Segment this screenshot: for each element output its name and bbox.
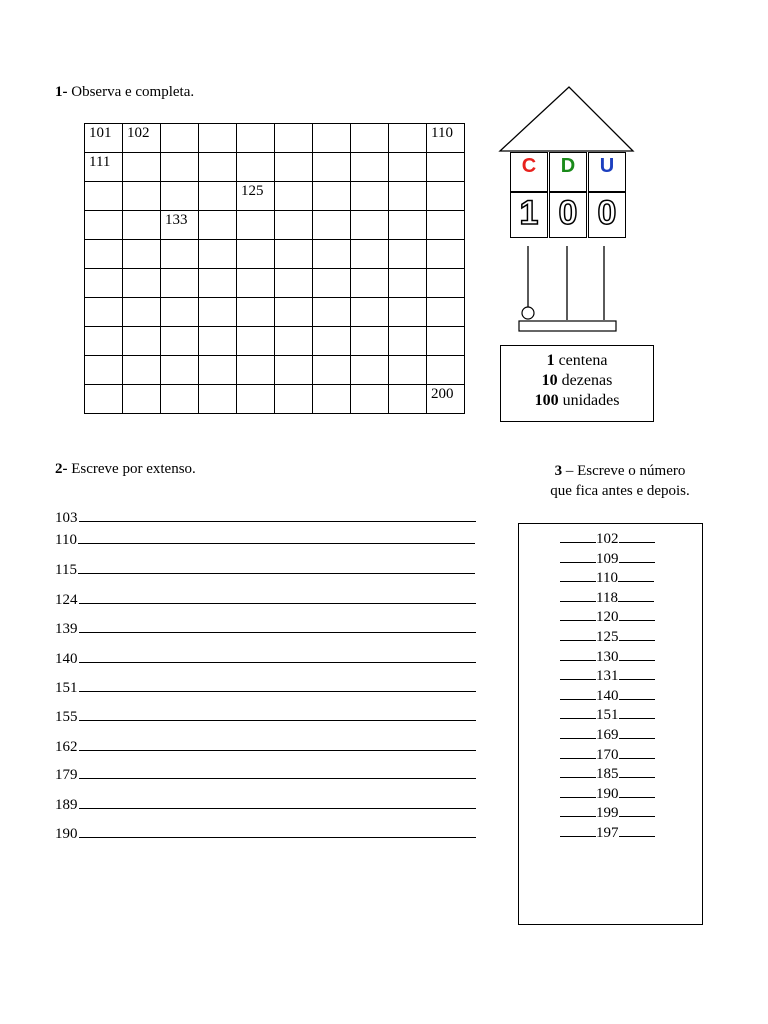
grid-cell[interactable]	[199, 240, 237, 269]
grid-cell[interactable]	[427, 211, 465, 240]
grid-cell[interactable]	[161, 385, 199, 414]
grid-cell[interactable]	[199, 385, 237, 414]
grid-cell[interactable]	[351, 298, 389, 327]
grid-cell[interactable]	[389, 124, 427, 153]
exercise-3-number: 3	[554, 463, 563, 479]
grid-cell[interactable]	[237, 153, 275, 182]
antes-depois-number: 102	[596, 531, 619, 547]
antes-depois-line	[560, 649, 655, 665]
grid-cell[interactable]	[123, 153, 161, 182]
grid-cell[interactable]	[123, 356, 161, 385]
grid-cell[interactable]	[199, 269, 237, 298]
grid-cell[interactable]: 111	[85, 153, 123, 182]
extenso-number: 140	[55, 651, 78, 667]
extenso-answer-line[interactable]	[78, 561, 475, 574]
grid-cell[interactable]	[389, 298, 427, 327]
grid-cell[interactable]	[351, 153, 389, 182]
grid-cell[interactable]	[199, 327, 237, 356]
extenso-line	[55, 766, 476, 784]
depois-blank[interactable]	[619, 531, 655, 543]
antes-depois-line	[560, 766, 655, 782]
extenso-line	[55, 738, 476, 756]
antes-depois-number: 199	[596, 805, 619, 822]
exercise-1-number: 1-	[55, 84, 68, 100]
grid-cell[interactable]	[275, 385, 313, 414]
grid-cell[interactable]	[161, 182, 199, 211]
grid-cell[interactable]	[237, 240, 275, 269]
antes-blank[interactable]	[560, 707, 596, 719]
depois-blank[interactable]	[619, 551, 655, 563]
grid-row	[85, 385, 465, 414]
extenso-number: 151	[55, 680, 78, 696]
grid-cell[interactable]	[389, 240, 427, 269]
grid-cell[interactable]	[275, 153, 313, 182]
exercise-3-subtitle: que fica antes e depois.	[550, 483, 690, 499]
grid-cell[interactable]	[237, 327, 275, 356]
grid-cell[interactable]: 133	[161, 211, 199, 240]
grid-row	[85, 298, 465, 327]
grid-cell[interactable]	[351, 182, 389, 211]
antes-depois-line	[560, 531, 655, 547]
grid-cell[interactable]: 200	[427, 385, 465, 414]
grid-cell[interactable]	[85, 211, 123, 240]
grid-cell[interactable]	[275, 356, 313, 385]
grid-cell[interactable]	[351, 356, 389, 385]
grid-row	[85, 182, 465, 211]
extenso-answer-line[interactable]	[79, 509, 476, 522]
digit-dezenas: 0	[549, 192, 587, 238]
grid-cell[interactable]	[275, 327, 313, 356]
extenso-number: 139	[55, 621, 78, 637]
antes-blank[interactable]	[560, 590, 596, 602]
grid-cell[interactable]	[123, 298, 161, 327]
grid-cell[interactable]	[313, 356, 351, 385]
grid-cell[interactable]	[123, 327, 161, 356]
antes-depois-number: 125	[596, 629, 619, 645]
antes-depois-number: 170	[596, 746, 619, 763]
grid-cell[interactable]	[427, 269, 465, 298]
extenso-number: 124	[55, 592, 78, 608]
depois-blank[interactable]	[619, 766, 655, 778]
abacus-base	[519, 321, 616, 331]
grid-cell[interactable]	[427, 327, 465, 356]
grid-cell[interactable]	[389, 327, 427, 356]
grid-cell[interactable]	[351, 327, 389, 356]
depois-blank[interactable]	[619, 609, 655, 621]
antes-depois-line	[560, 668, 655, 684]
grid-row	[85, 153, 465, 182]
grid-cell[interactable]	[389, 153, 427, 182]
depois-blank[interactable]	[619, 825, 655, 837]
grid-cell[interactable]	[313, 182, 351, 211]
extenso-number: 189	[55, 797, 78, 813]
antes-blank[interactable]	[560, 786, 596, 798]
extenso-line	[55, 531, 475, 549]
exercise-3-title: – Escreve o número	[562, 463, 686, 479]
grid-cell[interactable]	[123, 211, 161, 240]
antes-depois-number: 110	[596, 570, 618, 587]
house-roof	[498, 85, 636, 153]
grid-cell[interactable]	[275, 182, 313, 211]
antes-blank[interactable]	[560, 609, 596, 621]
antes-blank[interactable]	[560, 629, 596, 641]
digit-centenas: 1	[510, 192, 548, 238]
antes-depois-number: 197	[596, 825, 619, 841]
exercise-1-instruction: Observa e completa.	[71, 84, 195, 100]
grid-cell[interactable]	[123, 385, 161, 414]
grid-cell[interactable]: 125	[237, 182, 275, 211]
extenso-answer-line[interactable]	[79, 738, 476, 751]
grid-cell[interactable]	[275, 269, 313, 298]
grid-cell[interactable]	[85, 269, 123, 298]
antes-depois-line	[560, 747, 655, 763]
extenso-answer-line[interactable]	[79, 708, 476, 721]
antes-blank[interactable]	[560, 570, 596, 582]
grid-cell[interactable]	[389, 385, 427, 414]
antes-depois-line	[560, 609, 655, 625]
depois-blank[interactable]	[619, 649, 655, 661]
antes-blank[interactable]	[560, 825, 596, 837]
exercise-2-number: 2-	[55, 461, 68, 477]
grid-cell[interactable]	[199, 153, 237, 182]
antes-depois-number: 190	[596, 785, 619, 802]
grid-cell[interactable]	[123, 240, 161, 269]
antes-depois-line	[560, 688, 655, 704]
antes-blank[interactable]	[560, 649, 596, 661]
grid-cell[interactable]	[351, 385, 389, 414]
grid-cell[interactable]	[161, 298, 199, 327]
grid-cell[interactable]	[161, 240, 199, 269]
exercise-2-heading	[55, 461, 196, 478]
summary-centena: 1 centena	[546, 352, 608, 369]
antes-depois-line	[560, 707, 655, 723]
extenso-number: 110	[55, 532, 77, 548]
grid-cell[interactable]	[275, 298, 313, 327]
grid-cell[interactable]	[237, 269, 275, 298]
extenso-line	[55, 591, 476, 609]
grid-cell[interactable]	[161, 269, 199, 298]
depois-blank[interactable]	[619, 805, 655, 817]
antes-depois-line	[560, 727, 655, 743]
grid-cell[interactable]	[199, 211, 237, 240]
grid-cell[interactable]: 101	[85, 124, 123, 153]
grid-row	[85, 240, 465, 269]
grid-row	[85, 269, 465, 298]
extenso-line	[55, 650, 476, 668]
grid-cell[interactable]	[85, 298, 123, 327]
antes-blank[interactable]	[560, 747, 596, 759]
antes-depois-number: 118	[596, 589, 618, 606]
grid-cell[interactable]	[123, 269, 161, 298]
grid-cell[interactable]	[389, 356, 427, 385]
extenso-line	[55, 796, 476, 814]
grid-cell[interactable]	[85, 327, 123, 356]
antes-depois-number: 140	[596, 687, 619, 704]
extenso-number: 115	[55, 562, 77, 578]
extenso-number: 179	[55, 767, 78, 783]
antes-blank[interactable]	[560, 688, 596, 700]
label-centenas: C	[510, 152, 548, 192]
hundred-grid	[84, 123, 465, 414]
grid-cell[interactable]	[237, 211, 275, 240]
antes-depois-number: 120	[596, 609, 619, 626]
grid-row	[85, 356, 465, 385]
antes-depois-number: 130	[596, 648, 619, 665]
antes-depois-line	[560, 570, 654, 586]
depois-blank[interactable]	[619, 747, 655, 759]
grid-cell[interactable]	[313, 327, 351, 356]
grid-row	[85, 327, 465, 356]
antes-blank[interactable]	[560, 805, 596, 817]
grid-cell[interactable]	[161, 124, 199, 153]
extenso-answer-line[interactable]	[79, 650, 476, 663]
antes-blank[interactable]	[560, 766, 596, 778]
extenso-answer-line[interactable]	[79, 679, 476, 692]
extenso-answer-line[interactable]	[79, 766, 476, 779]
extenso-number: 155	[55, 709, 78, 725]
label-dezenas: D	[549, 152, 587, 192]
grid-cell[interactable]: 110	[427, 124, 465, 153]
extenso-line	[55, 620, 476, 638]
extenso-answer-line[interactable]	[78, 531, 475, 544]
extenso-answer-line[interactable]	[79, 796, 476, 809]
extenso-number: 103	[55, 510, 78, 526]
antes-depois-number: 109	[596, 550, 619, 567]
depois-blank[interactable]	[619, 707, 655, 719]
grid-cell[interactable]: 102	[123, 124, 161, 153]
depois-blank[interactable]	[618, 570, 654, 582]
place-value-summary	[500, 345, 654, 422]
exercise-1-heading	[55, 84, 194, 101]
grid-cell[interactable]	[351, 240, 389, 269]
antes-depois-line	[560, 805, 655, 821]
grid-cell[interactable]	[199, 298, 237, 327]
extenso-line	[55, 679, 476, 697]
grid-cell[interactable]	[199, 356, 237, 385]
grid-cell[interactable]	[313, 298, 351, 327]
grid-cell[interactable]	[389, 182, 427, 211]
extenso-line	[55, 708, 476, 726]
grid-cell[interactable]	[427, 182, 465, 211]
antes-depois-line	[560, 825, 655, 841]
abacus-bead	[522, 307, 534, 319]
antes-blank[interactable]	[560, 727, 596, 739]
grid-cell[interactable]	[351, 211, 389, 240]
extenso-answer-line[interactable]	[79, 620, 476, 633]
antes-depois-number: 185	[596, 766, 619, 783]
extenso-number: 190	[55, 826, 78, 842]
grid-cell[interactable]	[85, 356, 123, 385]
extenso-answer-line[interactable]	[79, 825, 476, 838]
grid-cell[interactable]	[237, 124, 275, 153]
antes-depois-line	[560, 590, 654, 606]
grid-cell[interactable]	[427, 240, 465, 269]
extenso-number: 162	[55, 739, 78, 755]
depois-blank[interactable]	[619, 688, 655, 700]
extenso-answer-line[interactable]	[79, 591, 476, 604]
grid-cell[interactable]	[275, 124, 313, 153]
exercise-3-heading	[500, 461, 740, 501]
grid-cell[interactable]	[427, 153, 465, 182]
grid-cell[interactable]	[389, 269, 427, 298]
antes-depois-number: 169	[596, 727, 619, 743]
extenso-line	[55, 825, 476, 843]
grid-cell[interactable]	[313, 269, 351, 298]
depois-blank[interactable]	[618, 590, 654, 602]
label-unidades: U	[588, 152, 626, 192]
grid-row	[85, 211, 465, 240]
summary-dezenas: 10 dezenas	[541, 372, 613, 389]
grid-cell[interactable]	[351, 269, 389, 298]
grid-cell[interactable]	[199, 124, 237, 153]
depois-blank[interactable]	[619, 629, 655, 641]
grid-row	[85, 124, 465, 153]
grid-cell[interactable]	[389, 211, 427, 240]
grid-cell[interactable]	[161, 327, 199, 356]
grid-cell[interactable]	[237, 385, 275, 414]
antes-depois-line	[560, 786, 655, 802]
depois-blank[interactable]	[619, 727, 655, 739]
grid-cell[interactable]	[313, 211, 351, 240]
grid-cell[interactable]	[427, 298, 465, 327]
extenso-line	[55, 509, 476, 527]
depois-blank[interactable]	[619, 668, 655, 680]
antes-depois-line	[560, 629, 655, 645]
depois-blank[interactable]	[619, 786, 655, 798]
grid-cell[interactable]	[85, 385, 123, 414]
grid-cell[interactable]	[161, 153, 199, 182]
antes-depois-line	[560, 551, 655, 567]
digit-unidades: 0	[588, 192, 626, 238]
abacus	[515, 246, 621, 336]
grid-cell[interactable]	[351, 124, 389, 153]
antes-depois-number: 131	[596, 668, 619, 685]
grid-cell[interactable]	[85, 240, 123, 269]
grid-cell[interactable]	[427, 356, 465, 385]
grid-cell[interactable]	[313, 385, 351, 414]
grid-cell[interactable]	[275, 211, 313, 240]
exercise-2-instruction: Escreve por extenso.	[71, 461, 196, 477]
grid-cell[interactable]	[85, 182, 123, 211]
antes-blank[interactable]	[560, 531, 596, 543]
grid-cell[interactable]	[313, 240, 351, 269]
antes-blank[interactable]	[560, 551, 596, 563]
summary-unidades: 100 unidades	[534, 392, 620, 409]
grid-cell[interactable]	[237, 298, 275, 327]
antes-blank[interactable]	[560, 668, 596, 680]
grid-cell[interactable]	[161, 356, 199, 385]
extenso-line	[55, 561, 475, 579]
grid-cell[interactable]	[199, 182, 237, 211]
grid-cell[interactable]	[237, 356, 275, 385]
grid-cell[interactable]	[123, 182, 161, 211]
grid-cell[interactable]	[313, 153, 351, 182]
antes-depois-number: 151	[596, 707, 619, 724]
grid-cell[interactable]	[275, 240, 313, 269]
grid-cell[interactable]	[313, 124, 351, 153]
